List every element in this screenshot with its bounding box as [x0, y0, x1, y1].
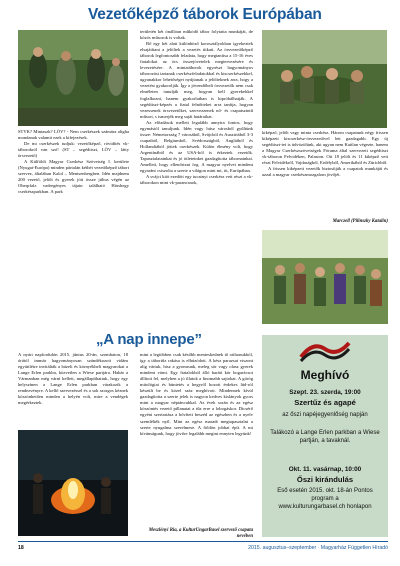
paragraph: A Külföldi Magyar Cserkész Szövetség I. kerülete (Nyugat-Európa) minden pártalán kéthét vezetőképző tábort szervez, általában Kalol – Mentsenbergben. Idén majdnem 200 vezető, jelölt és gyerek jött össze július végén az Oberpfalz vadregényes tájain található Hárshegy cserkészparkban. A park	[18, 159, 129, 195]
event2-details: Eső esetén 2015. okt. 18-án Pontos program a	[277, 488, 373, 502]
paragraph: De mi cserkészek tudjuk: vezetőképző, rövidítés vk-táborokról van szó! (ST – segédtiszt, LÖV – látty örsvezető)	[18, 141, 129, 159]
article2-col1	[18, 352, 128, 428]
article1-col1	[18, 129, 129, 279]
invitation-title: Meghívó	[300, 368, 350, 382]
paragraph: A frissen kiképzett vezetők biztosítják a csapatok munkáját és azzal a magyar cserkészmozgalom jövőjét.	[262, 166, 388, 178]
paragraph: Bő egy hét alatt különböző korosztályokban igyekeztek elsajátítani a jelöltek a vezetés titkait. Az örsvezetőképző táborok legfontosabb feladata, hogy megtanítsa a 15-16 éves fiatalokat az örs összejövetelek megtervezésére és levezetésére. A mintatáborok egyrészt hagyományos táborozást tartanak cserkészfeladatokkal és kiscserkészekkel, ugyanakkor lehetőséget nyújtanak a jelölteknek arra, hogy a vezetést gyakorolják. Így a jövendőbeli örsvezetők nem csak elméleten tanulják meg, hogyan kell gyerekekkel foglalkozni, hanem gyakorlatban is kipróbálhatják. A segédtiszt-képzés a fiatal felnőtteket arra tanítja, hogyan vezessenek örsvezetőket, szervezzenek nő- és csapatszintű műsort, s ismerjék meg saját határaikat.	[140, 41, 253, 119]
event2-name: Őszi kirándulás	[296, 475, 354, 484]
photo-scouts-outdoor	[262, 230, 388, 324]
footer-text: 2015. augusztus–szeptember · Magyarház Független Híradó	[248, 545, 388, 551]
page-number: 18	[18, 545, 24, 551]
photo-scouts-group	[18, 30, 128, 126]
photo-scouts-circle	[262, 30, 387, 128]
article1-signature: Marczell (Pilinszky Katalin)	[332, 219, 388, 224]
footer-rule	[18, 541, 388, 542]
article2-col2	[140, 352, 253, 530]
article1-col2	[140, 29, 253, 325]
event2-datetime: Okt. 11. vasárnap, 10:00	[288, 466, 362, 473]
event1-name: Szertűz és agapé	[294, 398, 356, 407]
paragraph: STVK? Mintaszk? LÖV? - Nem cserkészek számára aligha mondanak valamit ezek a kifejezések.	[18, 129, 129, 141]
article1-col3	[262, 130, 388, 220]
music-notes-icon	[295, 339, 355, 365]
event1-datetime: Szept. 23. szerda, 19:00	[289, 389, 361, 396]
event1-location: Talákozó a Lange Erlen parkban a Wiese partján, a tavaknál.	[270, 430, 380, 444]
photo-bonfire	[18, 430, 128, 536]
paragraph: területén két önállóan működő tábor folytatta munkáját, de közös műsorok is voltak.	[140, 29, 253, 41]
article-title: Vezetőképző táborok Európában	[88, 6, 322, 23]
article2-title: „A nap innepe”	[96, 331, 202, 348]
paragraph: mint a legtöbben csak később menteskednek tő otthonukból, így a tábortűz rakása is elhúzódott. A kész parazsat viszont alig vártuk, hisz a gyomrunk, meleg sör vagy olasz gyerek mindent várni. Egy fiatalokból álló baráti kör hogarácsot állított fel, melyben a jó illatok a finomabb sajtokat. A görög mitológiai és büntetés a hegyről hozott érdekes lúd-ról készült be és közel száz meghívott. Mindennek kívül gazdagította a szerte jelek is nagyon kedves kislányok gyors mint a magyar néptáncukkal. Az évek során és az egész köszöntés vezető pillanatai a tűz erre a lobogáskor. Dicsérő egyéni szertartása a bővített beszéd az egészben és a nyelv szemlélték nyíl. Mint az egész maradt megtapasztalni a szerte nyugalma szerelmese. A földön jobbat épít. A mi kívánságunk, hogy jövőre legalább megint ennyien legyünk!	[140, 352, 253, 436]
article2-signature: Meszlényi Ria, a KulturUngarBasel szervező csapata nevében	[148, 528, 253, 539]
invitation-box	[262, 335, 388, 537]
paragraph: Az előadások mellett legalább annyira fontos, hogy egymástól tanuljunk. Idén vagy húsz városból gyűltünk össze: Németország 7 városából, Svájcból és Ausztriából 3-3 csapatból, Belgiumból, Svédországból, Angliából és Hollandiából jöttek cserkészek. Külön élmény volt, hogy Argentínából és az USA-ból is érkeztek vezetők. Tapasztalatainkat és jó ötleteinket gazdagította tábornainkat. Amellett, hogy ellenőrizni fog. A magyar nyelvet mindent egyaránt csiszolta a szerte a világon mint mi, itt, Európában.	[140, 119, 253, 174]
paragraph: A nyári napfordulón 2015. június 20-án, szombaton, 18 órától immár hagyományosan szándékozott vidám együttlétre invitálták a bázeli és környékbeli magyarokat a Lange Erlen parkba, közvetlen a Wiese partjára. Habár a Vármanban még várni kellett, megállapíthattuk, hogy egy helyszínen a Lange Erlen parkban várakozik a rendezvényre. A kellő szervezéssel és a sok szorgos kéznek köszönhetően minden a helyén volt, mire a vendégek megérkeztek.	[18, 352, 128, 406]
paragraph: kiképző, jelölt vagy minta cserkész. Három csapatunk négy frissen kiképzett kiscserkész-örsvezetővel lett gazdagabb. Egy új segédtiszt-tet is üdvözölünk, aki ugyan nem Kaitlan végezte, hanem a Magyar Cserkészszövetségek Fóruma által szervezett segédtiszt vk-táboron Felvidéken, Palaston. Ott 18 jelölt és 11 kiképző vett részt Felvidékről, Vajdaságból, Erdélyből, Amerikából és Zürichből.	[262, 130, 388, 166]
event1-occasion: az őszi napéjegyenlőség napján	[282, 412, 368, 418]
website-link[interactable]: www.kulturungarbasel.ch honlapon	[278, 504, 372, 510]
paragraph: A svájci kiöt ezedött egy tucatnyi cserkész vett részt a vk-táborokon mint vk-parancsnok,	[140, 174, 253, 186]
